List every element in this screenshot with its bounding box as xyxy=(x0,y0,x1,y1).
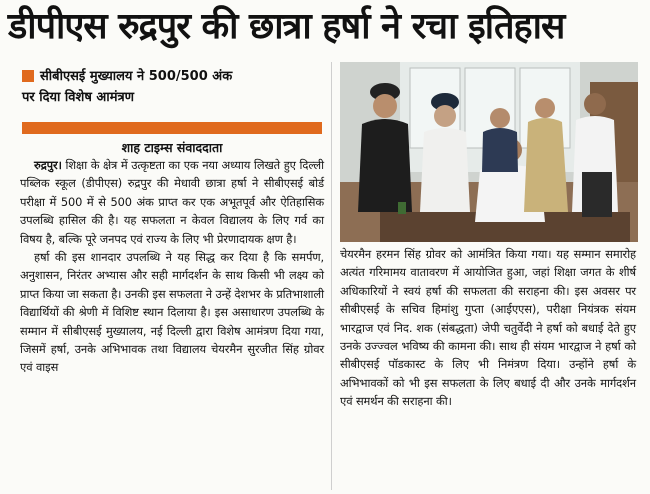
paragraph: हर्षा की इस शानदार उपलब्धि ने यह सिद्ध कर दिया है कि समर्पण, अनुशासन, निरंतर अभ्यास और सही मार्गदर्शन के साथ किसी भी लक्ष्य को प्राप्त किया जा सकता है। उनकी इस सफलता ने उन्हें देशभर के प्रतिभाशाली विद्यार्थियों की श्रेणी में विशिष्ट स्थान दिलाया है। इस असाधारण उपलब्धि के सम्मान में सीबीएसई मुख्यालय, नई दिल्ली द्वारा विशेष आमंत्रण दिया गया, जिसमें हर्षा, उनके अभिभावक तथा विद्यालय चेयरमैन सुरजीत सिंह ग्रोवर एवं वाइस xyxy=(20,250,324,375)
photo-illustration xyxy=(340,62,638,242)
subheadline xyxy=(22,66,318,108)
subheadline-line1: सीबीएसई मुख्यालय ने 500/500 अंक xyxy=(40,69,233,84)
subheadline-bar xyxy=(22,122,322,134)
subheadline-bullet xyxy=(22,70,34,82)
headline: डीपीएस रुद्रपुर की छात्रा हर्षा ने रचा इतिहास xyxy=(8,6,565,47)
paragraph xyxy=(20,156,324,248)
byline: शाह टाइम्स संवाददाता xyxy=(121,140,223,155)
paragraph-text: शिक्षा के क्षेत्र में उत्कृष्टता का एक नया अध्याय लिखते हुए दिल्ली पब्लिक स्कूल (डीपीएस) रुद्रपुर की मेधावी छात्रा हर्षा ने सीबीएसई बोर्ड परीक्षा में 500 में से 500 अंक प्राप्त कर एक अभूतपूर्व और ऐतिहासिक उपलब्धि हासिल की है। यह सफलता न केवल विद्यालय के लिए गर्व का विषय है, बल्कि पूरे जनपद एवं राज्य के लिए भी प्रेरणादायक क्षण है। xyxy=(20,158,324,246)
left-column xyxy=(20,156,324,377)
dateline: रुद्रपुर। xyxy=(34,158,62,172)
paragraph: चेयरमैन हरमन सिंह ग्रोवर को आमंत्रित किया गया। यह सम्मान समारोह अत्यंत गरिमामय वातावरण में आयोजित हुआ, जहां शिक्षा जगत के शीर्ष अधिकारियों ने स्वयं हर्षा की सफलता की सराहना की। इस अवसर पर सीबीएसई के सचिव हिमांशु गुप्ता (आईएएस), परीक्षा नियंत्रक संयम भारद्वाज एवं निद. शक (संबद्धता) जेपी चतुर्वेदी ने हर्षा को बधाई देते हुए उनके उज्ज्वल भविष्य की कामना की। साथ ही संयम भारद्वाज ने हर्षा को सीबीएसई पॉडकास्ट के लिए भी निमंत्रण दिया। उन्होंने हर्षा के अभिभावकों को भी इस सफलता के लिए बधाई दी और उनके मार्गदर्शन एवं समर्थन की सराहना की। xyxy=(340,247,636,409)
right-column xyxy=(340,245,636,411)
column-divider xyxy=(331,62,332,490)
subheadline-line2: पर दिया विशेष आमंत्रण xyxy=(22,90,135,105)
news-photo xyxy=(340,62,638,242)
